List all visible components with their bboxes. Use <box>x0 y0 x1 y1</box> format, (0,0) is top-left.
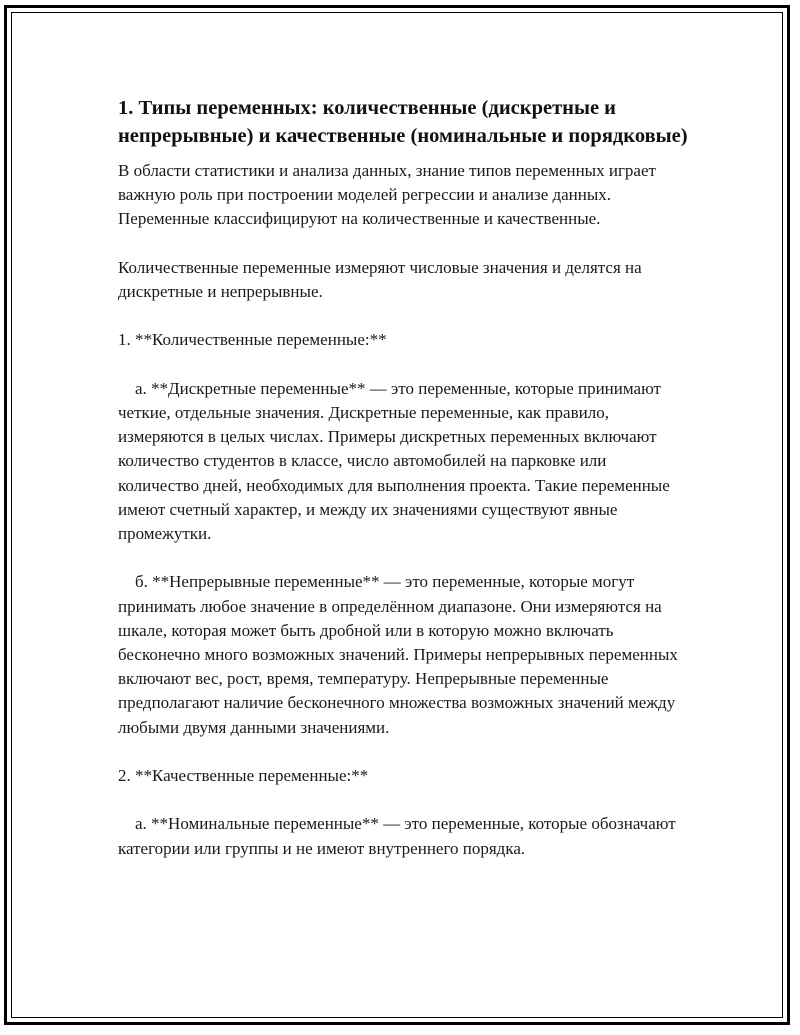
paragraph-spacer <box>118 353 688 377</box>
section-heading-qualitative: 2. **Качественные переменные:** <box>118 766 369 785</box>
document-body <box>118 94 688 861</box>
paragraph-spacer <box>118 232 688 256</box>
discrete-variables-paragraph: а. **Дискретные переменные** — это переменные, которые принимают четкие, отдельные значения. Дискретные переменные, как правило, измеряются в целых числах. Примеры дискретных переменных включают количество студентов в классе, число автомобилей на парковке или количество дней, необходимых для выполнения проекта. Такие переменные имеют счетный характер, и между их значениями существуют явные промежутки. <box>118 378 675 543</box>
continuous-variables-paragraph: б. **Непрерывные переменные** — это переменные, которые могут принимать любое значение в определённом диапазоне. Они измеряются на шкале, которая может быть дробной или в которую можно включать бесконечно много возможных значений. Примеры непрерывных переменных включают вес, рост, время, температуру. Непрерывные переменные предполагают наличие бесконечного множества возможных значений между любыми двумя данными значениями. <box>118 572 683 737</box>
paragraph-spacer <box>118 788 688 812</box>
section-heading-quantitative: 1. **Количественные переменные:** <box>118 330 387 350</box>
paragraph-spacer <box>118 740 688 764</box>
paragraph-spacer <box>118 546 688 570</box>
nominal-variables-paragraph: а. **Номинальные переменные** — это переменные, которые обозначают категории или группы и не имеют внутреннего порядка. <box>118 814 680 858</box>
intro-paragraph: В области статистики и анализа данных, знание типов переменных играет важную роль при построении моделей регрессии и анализе данных. Переменные классифицируют на количественные и качественные. <box>118 161 661 229</box>
quantitative-intro-paragraph: Количественные переменные измеряют числовые значения и делятся на дискретные и непрерывные. <box>118 257 646 301</box>
document-title: 1. Типы переменных: количественные (дискретные и непрерывные) и качественные (номинальные и порядковые) <box>118 97 688 147</box>
paragraph-spacer <box>118 304 688 328</box>
